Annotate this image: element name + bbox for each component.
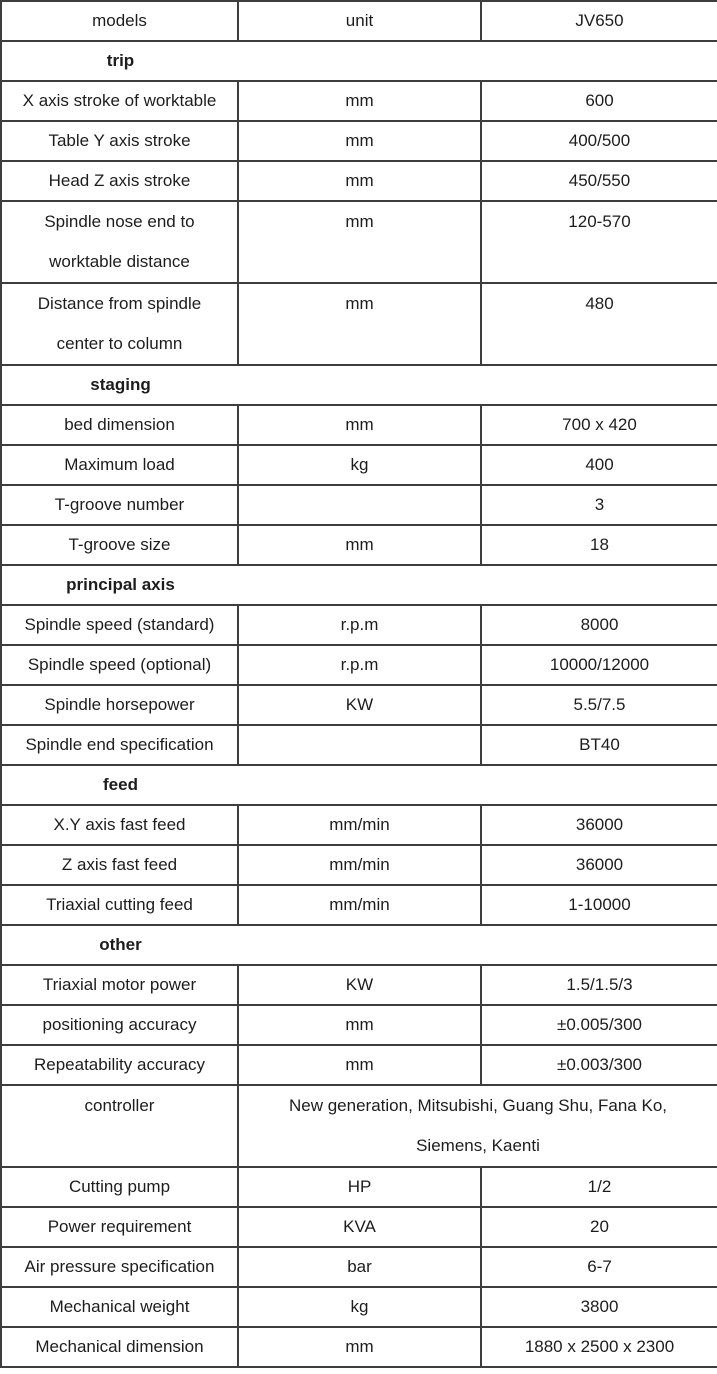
spec-row-t-groove-size <box>1 525 717 565</box>
spec-unit: kg <box>238 1287 481 1327</box>
spec-name: Spindle horsepower <box>1 685 238 725</box>
section-cell-principal-axis <box>1 565 717 605</box>
spec-unit <box>238 201 481 283</box>
spec-unit: mm/min <box>238 805 481 845</box>
spec-name: Table Y axis stroke <box>1 121 238 161</box>
section-title: principal axis <box>66 575 175 594</box>
column-header-row <box>1 1 717 41</box>
spec-row-head-z-stroke <box>1 161 717 201</box>
spec-name: Spindle speed (standard) <box>1 605 238 645</box>
spec-row-mechanical-weight <box>1 1287 717 1327</box>
spec-value: 700 x 420 <box>481 405 717 445</box>
spec-value: 400/500 <box>481 121 717 161</box>
spec-value: 10000/12000 <box>481 645 717 685</box>
spec-value: 400 <box>481 445 717 485</box>
spec-value: 1880 x 2500 x 2300 <box>481 1327 717 1367</box>
spec-value: 3 <box>481 485 717 525</box>
spec-name <box>1 201 238 283</box>
spec-unit: HP <box>238 1167 481 1207</box>
spec-row-repeatability-accuracy <box>1 1045 717 1085</box>
spec-name: Spindle speed (optional) <box>1 645 238 685</box>
spec-unit: mm/min <box>238 845 481 885</box>
spec-name: Triaxial cutting feed <box>1 885 238 925</box>
spec-name: Triaxial motor power <box>1 965 238 1005</box>
spec-value: ±0.003/300 <box>481 1045 717 1085</box>
spec-unit: mm <box>238 81 481 121</box>
spec-row-mechanical-dimension <box>1 1327 717 1367</box>
spec-name: Mechanical dimension <box>1 1327 238 1367</box>
spec-name: Air pressure specification <box>1 1247 238 1287</box>
spec-unit: mm/min <box>238 885 481 925</box>
spec-value: 8000 <box>481 605 717 645</box>
spec-unit: mm <box>238 1045 481 1085</box>
section-title: other <box>99 935 142 954</box>
spec-unit: mm <box>238 1005 481 1045</box>
spec-unit: KVA <box>238 1207 481 1247</box>
spec-value: 36000 <box>481 845 717 885</box>
spec-name: Head Z axis stroke <box>1 161 238 201</box>
spec-row-triaxial-cutting-feed <box>1 885 717 925</box>
spec-row-spindle-speed-optional <box>1 645 717 685</box>
spec-row-maximum-load <box>1 445 717 485</box>
spec-value <box>481 283 717 365</box>
spec-name-line1: Spindle nose end to <box>44 212 195 231</box>
spec-unit-text: mm <box>345 212 374 231</box>
spec-name: bed dimension <box>1 405 238 445</box>
spec-value: 1.5/1.5/3 <box>481 965 717 1005</box>
spec-unit: KW <box>238 685 481 725</box>
section-cell-other <box>1 925 717 965</box>
spec-row-t-groove-number <box>1 485 717 525</box>
spec-name-line2: worktable distance <box>49 252 190 271</box>
spec-value <box>481 201 717 283</box>
column-header-models: models <box>1 1 238 41</box>
spec-row-triaxial-motor-power <box>1 965 717 1005</box>
spec-name-line1: Distance from spindle <box>37 294 202 313</box>
spec-name-line2: center to column <box>56 334 183 353</box>
section-row-principal-axis <box>1 565 717 605</box>
controller-options-line1: New generation, Mitsubishi, Guang Shu, Fana Ko, <box>289 1096 667 1115</box>
spec-unit: mm <box>238 121 481 161</box>
spec-value-text: 120-570 <box>568 212 631 231</box>
spec-value: 18 <box>481 525 717 565</box>
spec-row-air-pressure <box>1 1247 717 1287</box>
spec-unit: r.p.m <box>238 645 481 685</box>
spec-name-text: controller <box>84 1096 155 1115</box>
spec-row-power-requirement <box>1 1207 717 1247</box>
spec-row-bed-dimension <box>1 405 717 445</box>
column-header-unit: unit <box>238 1 481 41</box>
spec-row-spindle-speed-standard <box>1 605 717 645</box>
spec-unit-text: mm <box>345 294 374 313</box>
spec-value: 5.5/7.5 <box>481 685 717 725</box>
spec-name: Repeatability accuracy <box>1 1045 238 1085</box>
spec-value: ±0.005/300 <box>481 1005 717 1045</box>
spec-value: 3800 <box>481 1287 717 1327</box>
spec-unit: bar <box>238 1247 481 1287</box>
spec-value: BT40 <box>481 725 717 765</box>
section-title: staging <box>90 375 151 394</box>
spec-name: T-groove size <box>1 525 238 565</box>
spec-value: 36000 <box>481 805 717 845</box>
section-cell-feed <box>1 765 717 805</box>
spec-row-spindle-end-specification <box>1 725 717 765</box>
section-cell-trip <box>1 41 717 81</box>
section-row-other <box>1 925 717 965</box>
spec-unit <box>238 283 481 365</box>
section-row-trip <box>1 41 717 81</box>
spec-value: 1/2 <box>481 1167 717 1207</box>
spec-name: Mechanical weight <box>1 1287 238 1327</box>
spec-row-xy-axis-fast-feed <box>1 805 717 845</box>
spec-value: 1-10000 <box>481 885 717 925</box>
column-header-model-jv650: JV650 <box>481 1 717 41</box>
spec-row-positioning-accuracy <box>1 1005 717 1045</box>
spec-unit: mm <box>238 405 481 445</box>
spec-value-text: 480 <box>585 294 614 313</box>
spec-row-z-axis-fast-feed <box>1 845 717 885</box>
spec-row-spindle-horsepower <box>1 685 717 725</box>
spec-row-controller <box>1 1085 717 1167</box>
section-title: trip <box>106 51 135 70</box>
spec-value: 450/550 <box>481 161 717 201</box>
spec-row-table-y-stroke <box>1 121 717 161</box>
section-title: feed <box>103 775 138 794</box>
spec-unit: KW <box>238 965 481 1005</box>
spec-name: X.Y axis fast feed <box>1 805 238 845</box>
spec-unit <box>238 725 481 765</box>
spec-name: Z axis fast feed <box>1 845 238 885</box>
spec-row-spindle-nose-distance <box>1 201 717 283</box>
spec-name: Cutting pump <box>1 1167 238 1207</box>
section-cell-staging <box>1 365 717 405</box>
controller-options-line2: Siemens, Kaenti <box>416 1136 540 1155</box>
spec-unit: mm <box>238 161 481 201</box>
spec-value: 20 <box>481 1207 717 1247</box>
spec-name: positioning accuracy <box>1 1005 238 1045</box>
spec-unit: mm <box>238 525 481 565</box>
section-row-staging <box>1 365 717 405</box>
spec-name: X axis stroke of worktable <box>1 81 238 121</box>
section-row-feed <box>1 765 717 805</box>
spec-row-spindle-center-to-column <box>1 283 717 365</box>
spec-value: 6-7 <box>481 1247 717 1287</box>
spec-unit: kg <box>238 445 481 485</box>
spec-name <box>1 283 238 365</box>
spec-row-cutting-pump <box>1 1167 717 1207</box>
spec-name: Power requirement <box>1 1207 238 1247</box>
spec-name: Maximum load <box>1 445 238 485</box>
spec-unit: mm <box>238 1327 481 1367</box>
spec-name <box>1 1085 238 1167</box>
spec-unit <box>238 485 481 525</box>
spec-name: T-groove number <box>1 485 238 525</box>
spec-name: Spindle end specification <box>1 725 238 765</box>
controller-options-cell <box>238 1085 717 1167</box>
spec-unit: r.p.m <box>238 605 481 645</box>
spec-row-x-axis-stroke <box>1 81 717 121</box>
spec-value: 600 <box>481 81 717 121</box>
